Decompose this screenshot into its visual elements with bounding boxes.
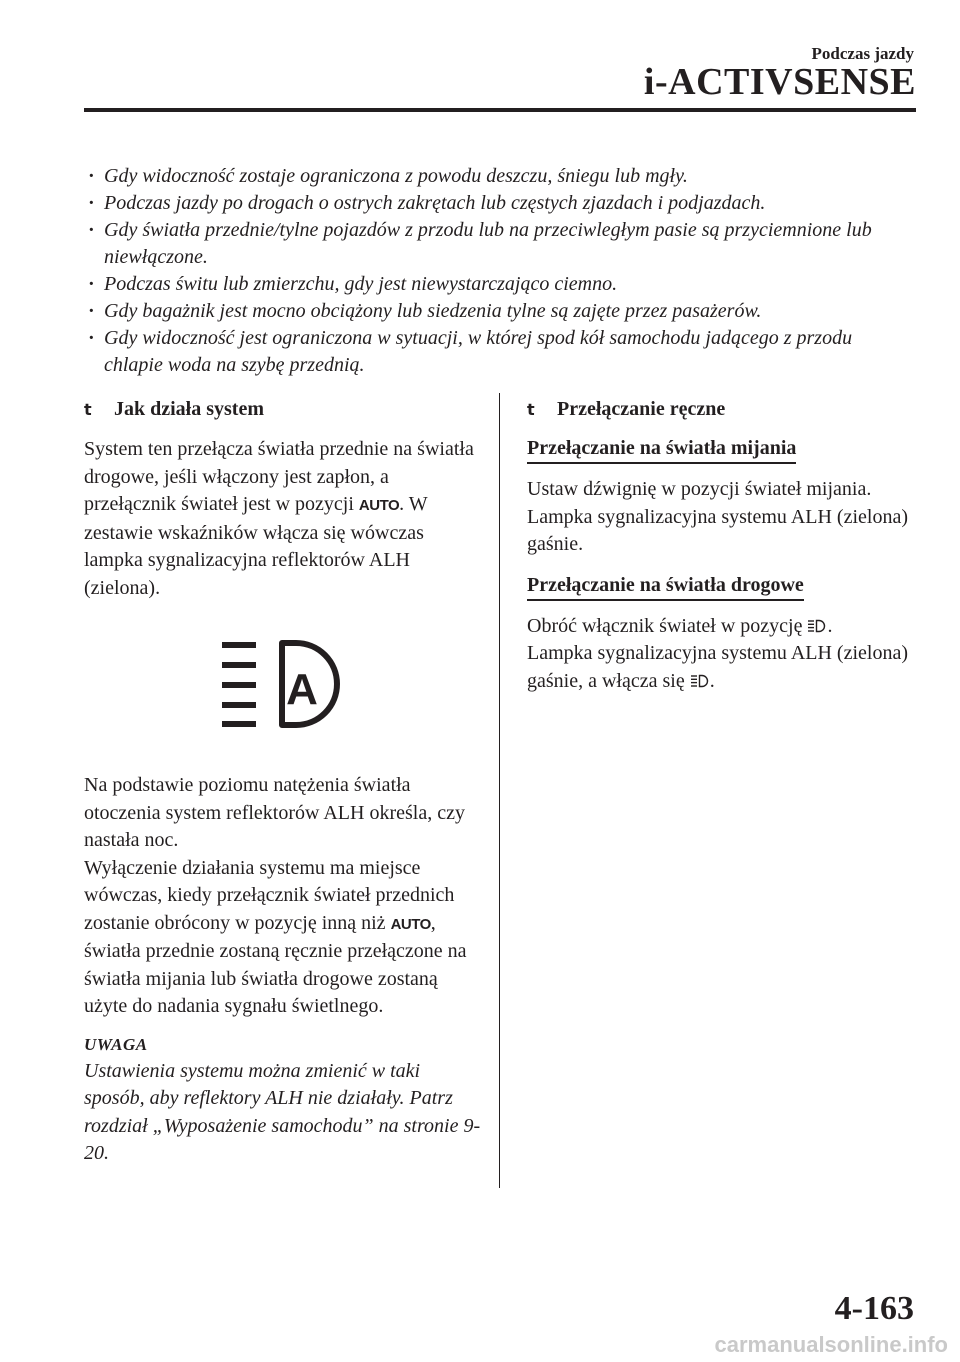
header-section-title: Podczas jazdy xyxy=(811,44,914,63)
list-item: · Gdy światła przednie/tylne pojazdów z przodu lub na przeciwległym pasie są przyciemnione lub niewłączone. xyxy=(84,217,914,271)
section-heading-text: Przełączanie ręczne xyxy=(557,398,726,420)
list-item: · Gdy widoczność zostaje ograniczona z powodu deszczu, śniegu lub mgły. xyxy=(84,163,914,190)
section-heading-how-it-works xyxy=(84,393,484,426)
conditions-list xyxy=(84,163,914,379)
paragraph-text: System ten przełącza światła przednie na światła drogowe, jeśli włączony jest zapłon, a przełącznik świateł jest w pozycji xyxy=(84,438,474,515)
paragraph-text: . W zestawie wskaźników włącza się wówczas lampka sygnalizacyjna reflektorów ALH (zielona). xyxy=(84,493,428,599)
indicator-letter: A xyxy=(286,665,318,714)
subheading-high-beam: Przełączanie na światła drogowe xyxy=(527,571,804,601)
column-divider xyxy=(499,393,500,1188)
section-heading-text: Jak działa system xyxy=(114,398,264,420)
auto-symbol: AUTO xyxy=(358,497,400,514)
paragraph-night-detection: Na podstawie poziomu natężenia światła otoczenia system reflektorów ALH określa, czy nastała noc. xyxy=(84,774,465,851)
paragraph-text: Wyłączenie działania systemu ma miejsce wówczas, kiedy przełącznik świateł przednich zostanie obrócony w pozycję inną niż xyxy=(84,856,455,934)
list-item: · Podczas jazdy po drogach o ostrych zakrętach lub częstych zjazdach i podjazdach. xyxy=(84,190,914,217)
paragraph-text: Lampka sygnalizacyjna systemu ALH (zielona) gaśnie, a włącza się xyxy=(527,642,908,692)
alh-indicator-figure xyxy=(216,638,346,730)
high-beam-icon xyxy=(807,619,827,633)
paragraph-text: Obróć włącznik świateł w pozycję xyxy=(527,614,808,637)
page-number: 4-163 xyxy=(834,1290,914,1327)
right-column xyxy=(527,393,927,695)
list-item: · Gdy widoczność jest ograniczona w sytuacji, w której spod kół samochodu jadącego z przodu chlapie woda na szybę przednią. xyxy=(84,325,914,379)
subheading-low-beam: Przełączanie na światła mijania xyxy=(527,434,796,464)
paragraph-deactivation xyxy=(84,855,484,1021)
paragraph-text: . xyxy=(709,669,715,692)
section-heading-manual-switching xyxy=(527,393,927,426)
section-marker: t xyxy=(527,400,535,419)
paragraph-low-beam: Ustaw dźwignię w pozycji świateł mijania. Lampka sygnalizacyjna systemu ALH (zielona) gaśnie. xyxy=(527,478,908,555)
alh-indicator-icon xyxy=(216,638,346,730)
auto-symbol: AUTO xyxy=(390,915,431,933)
high-beam-icon xyxy=(690,674,710,688)
section-marker: t xyxy=(84,400,92,419)
note-text: Ustawienia systemu można zmienić w taki sposób, aby reflektory ALH nie działały. Patrz rozdział „Wyposażenie samochodu” na stronie 9-20. xyxy=(84,1059,481,1164)
header-divider xyxy=(84,108,916,112)
paragraph-system-description xyxy=(84,436,484,602)
list-item: · Gdy bagażnik jest mocno obciążony lub siedzenia tylne są zajęte przez pasażerów. xyxy=(84,298,914,325)
watermark: carmanualsonline.info xyxy=(714,1332,948,1357)
list-item: · Podczas świtu lub zmierzchu, gdy jest niewystarczająco ciemno. xyxy=(84,271,914,298)
left-column xyxy=(84,393,484,1168)
chapter-title: i-ACTIVSENSE xyxy=(643,61,916,103)
paragraph-text: . xyxy=(827,614,833,637)
paragraph-high-beam xyxy=(527,613,919,696)
paragraph-text: , światła przednie zostaną ręcznie przełączone na światła mijania lub światła drogowe zostaną użyte do nadania sygnału świetlnego. xyxy=(84,911,467,1017)
note-title: UWAGA xyxy=(84,1034,148,1054)
